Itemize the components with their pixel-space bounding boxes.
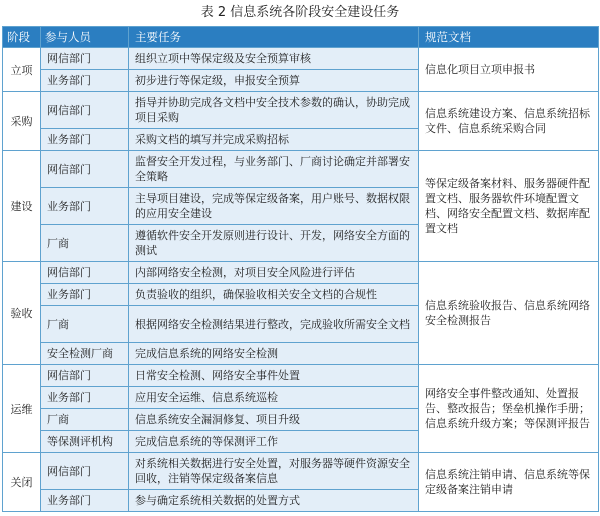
row-party: 业务部门 xyxy=(41,70,129,92)
stage-doc: 信息系统注销申请、信息系统等保定级备案注销申请 xyxy=(419,453,599,512)
row-task: 参与确定系统相关数据的处置方式 xyxy=(129,490,419,512)
row-task: 完成信息系统的等保测评工作 xyxy=(129,431,419,453)
stage-doc: 信息系统验收报告、信息系统网络安全检测报告 xyxy=(419,262,599,365)
row-task: 组织立项中等保定级及安全预算审核 xyxy=(129,48,419,70)
row-party: 厂商 xyxy=(41,225,129,262)
table-row xyxy=(3,453,599,490)
row-party: 网信部门 xyxy=(41,48,129,70)
row-task: 初步进行等保定级，申报安全预算 xyxy=(129,70,419,92)
stage-doc: 网络安全事件整改通知、处置报告、整改报告；堡垒机操作手册；信息系统升级方案；等保测评报告 xyxy=(419,365,599,453)
row-party: 厂商 xyxy=(41,409,129,431)
header-task: 主要任务 xyxy=(129,27,419,48)
security-tasks-table xyxy=(2,26,599,512)
row-party: 业务部门 xyxy=(41,387,129,409)
table-row xyxy=(3,262,599,284)
row-task: 采购文档的填写并完成采购招标 xyxy=(129,129,419,151)
row-task: 遵循软件安全开发原则进行设计、开发，网络安全方面的测试 xyxy=(129,225,419,262)
stage-doc: 等保定级备案材料、服务器硬件配置文档、服务器软件环境配置文档、网络安全配置文档、数据库配置文档 xyxy=(419,151,599,262)
table-row xyxy=(3,92,599,129)
stage-phase: 验收 xyxy=(3,262,41,365)
row-task: 根据网络安全检测结果进行整改，完成验收所需安全文档 xyxy=(129,306,419,343)
row-task: 负责验收的组织，确保验收相关安全文档的合规性 xyxy=(129,284,419,306)
row-party: 厂商 xyxy=(41,306,129,343)
header-party: 参与人员 xyxy=(41,27,129,48)
row-task: 主导项目建设，完成等保定级备案，用户账号、数据权限的应用安全建设 xyxy=(129,188,419,225)
table-title: 表 2 信息系统各阶段安全建设任务 xyxy=(200,5,400,20)
table-row xyxy=(3,151,599,188)
row-party: 网信部门 xyxy=(41,262,129,284)
stage-doc: 信息系统建设方案、信息系统招标文件、信息系统采购合同 xyxy=(419,92,599,151)
row-party: 网信部门 xyxy=(41,92,129,129)
row-task: 日常安全检测、网络安全事件处置 xyxy=(129,365,419,387)
row-party: 安全检测厂商 xyxy=(41,343,129,365)
row-party: 网信部门 xyxy=(41,453,129,490)
row-party: 业务部门 xyxy=(41,129,129,151)
row-party: 等保测评机构 xyxy=(41,431,129,453)
row-party: 业务部门 xyxy=(41,490,129,512)
row-task: 指导并协助完成各文档中安全技术参数的确认，协助完成项目采购 xyxy=(129,92,419,129)
row-task: 信息系统安全漏洞修复、项目升级 xyxy=(129,409,419,431)
row-task: 应用安全运维、信息系统巡检 xyxy=(129,387,419,409)
header-doc: 规范文档 xyxy=(419,27,599,48)
stage-phase: 关闭 xyxy=(3,453,41,512)
stage-phase: 建设 xyxy=(3,151,41,262)
row-party: 网信部门 xyxy=(41,365,129,387)
header-phase: 阶段 xyxy=(3,27,41,48)
row-party: 网信部门 xyxy=(41,151,129,188)
header-row xyxy=(3,27,599,48)
row-task: 内部网络安全检测，对项目安全风险进行评估 xyxy=(129,262,419,284)
table-row xyxy=(3,48,599,70)
row-party: 业务部门 xyxy=(41,284,129,306)
stage-phase: 采购 xyxy=(3,92,41,151)
stage-doc: 信息化项目立项申报书 xyxy=(419,48,599,92)
row-task: 监督安全开发过程，与业务部门、厂商讨论确定并部署安全策略 xyxy=(129,151,419,188)
row-task: 对系统相关数据进行安全处置，对服务器等硬件资源安全回收，注销等保定级备案信息 xyxy=(129,453,419,490)
table-row xyxy=(3,365,599,387)
stage-phase: 立项 xyxy=(3,48,41,92)
row-task: 完成信息系统的网络安全检测 xyxy=(129,343,419,365)
stage-phase: 运维 xyxy=(3,365,41,453)
row-party: 业务部门 xyxy=(41,188,129,225)
